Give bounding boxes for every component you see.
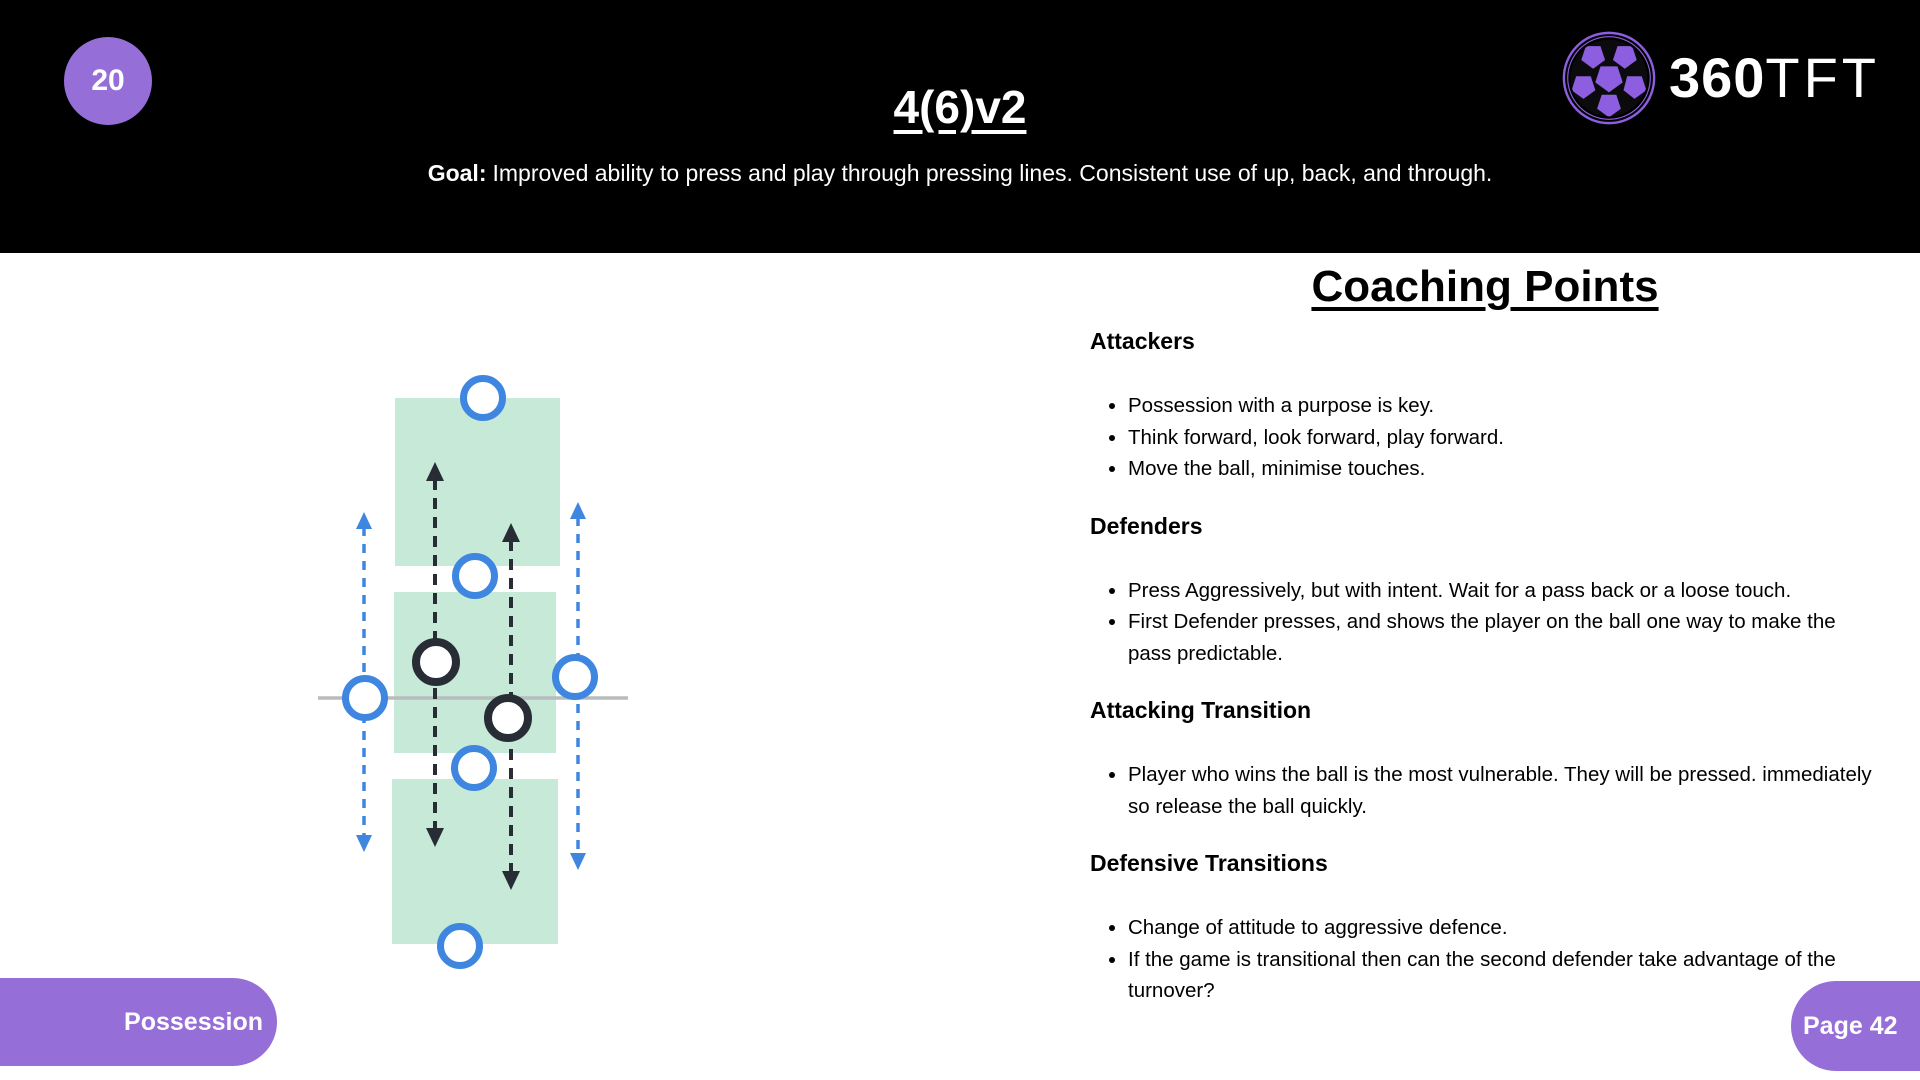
section-attacking-transition bbox=[1090, 696, 1880, 822]
bullet-item: • Change of attitude to aggressive defence. bbox=[1128, 912, 1880, 944]
bullet-list bbox=[1090, 575, 1880, 670]
bullet-item: • First Defender presses, and shows the player on the ball one way to make the pass predictable. bbox=[1128, 606, 1880, 669]
coaching-points-panel bbox=[1090, 253, 1880, 1007]
section-defensive-transitions bbox=[1090, 849, 1880, 1007]
session-number-badge: 20 bbox=[64, 37, 152, 125]
attacker-marker bbox=[346, 679, 385, 718]
attacker-marker bbox=[441, 927, 480, 966]
section-title: Defensive Transitions bbox=[1090, 850, 1328, 876]
section-attackers bbox=[1090, 327, 1880, 485]
bullet-item: • If the game is transitional then can the second defender take advantage of the turnover? bbox=[1128, 944, 1880, 1007]
training-diagram bbox=[270, 360, 670, 980]
page-number-pill: Page 42 bbox=[1791, 981, 1920, 1071]
bullet-item: • Player who wins the ball is the most vulnerable. They will be pressed. immediately so release the ball quickly. bbox=[1128, 759, 1880, 822]
attacker-marker bbox=[456, 557, 495, 596]
bullet-list bbox=[1090, 390, 1880, 485]
section-defenders bbox=[1090, 512, 1880, 670]
bullet-item: • Possession with a purpose is key. bbox=[1128, 390, 1880, 422]
attacker-marker bbox=[464, 379, 503, 418]
goal-line bbox=[0, 160, 1920, 187]
defender-marker bbox=[416, 642, 456, 682]
defender-marker bbox=[488, 698, 528, 738]
soccer-ball-icon bbox=[1561, 30, 1657, 126]
goal-label: Goal: bbox=[427, 160, 487, 186]
goal-text: Improved ability to press and play through pressing lines. Consistent use of up, back, and through. bbox=[492, 160, 1493, 186]
header-bar bbox=[0, 0, 1920, 253]
brand-360: 360 bbox=[1668, 46, 1766, 109]
section-title: Attacking Transition bbox=[1090, 697, 1312, 723]
brand-wordmark bbox=[1669, 30, 1880, 126]
attacker-marker bbox=[455, 749, 494, 788]
brand-tft: TFT bbox=[1765, 46, 1880, 109]
bullet-list bbox=[1090, 912, 1880, 1007]
brand-logo bbox=[1561, 30, 1880, 126]
section-title: Attackers bbox=[1090, 328, 1195, 354]
coaching-points-heading: Coaching Points bbox=[1311, 262, 1659, 311]
category-pill: Possession bbox=[0, 978, 277, 1066]
bullet-item: • Move the ball, minimise touches. bbox=[1128, 453, 1880, 485]
bullet-item: • Press Aggressively, but with intent. Wait for a pass back or a loose touch. bbox=[1128, 575, 1880, 607]
attacker-marker bbox=[556, 658, 595, 697]
pitch-zone-top bbox=[395, 398, 560, 566]
pitch-zone-bottom bbox=[392, 779, 558, 944]
bullet-item: • Think forward, look forward, play forward. bbox=[1128, 422, 1880, 454]
page-title: 4(6)v2 bbox=[893, 81, 1027, 133]
bullet-list bbox=[1090, 759, 1880, 822]
section-title: Defenders bbox=[1090, 512, 1203, 539]
